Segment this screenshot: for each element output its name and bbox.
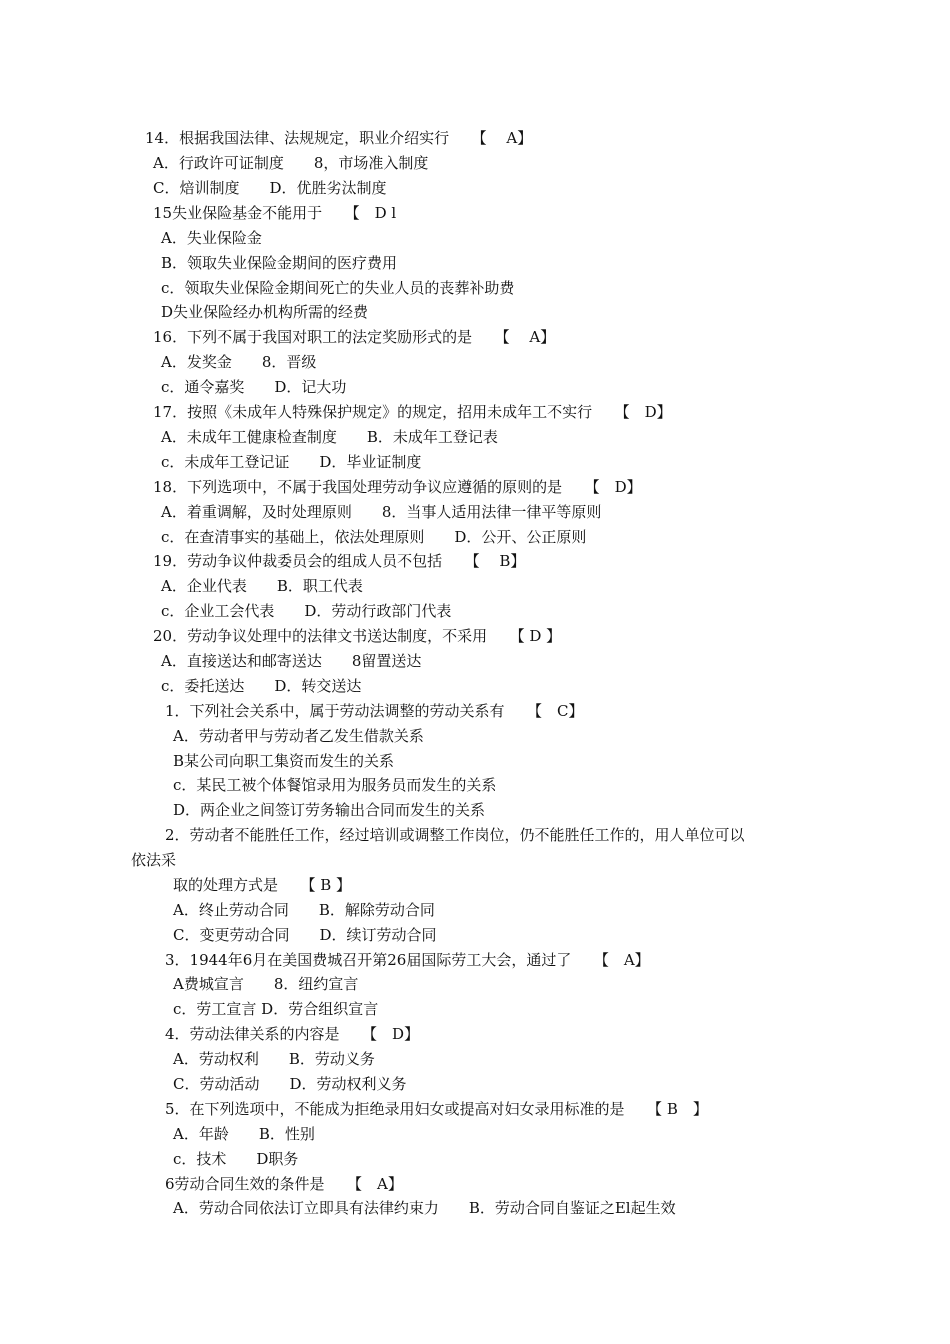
question-17-options-cd: c．未成年工登记证 D．毕业证制度 xyxy=(161,453,422,471)
question-1-stem: 1．下列社会关系中，属于劳动法调整的劳动关系有 【 C】 xyxy=(165,702,584,720)
question-5-options-ab: A．年龄 B．性别 xyxy=(173,1125,315,1143)
question-5-stem: 5．在下列选项中，不能成为拒绝录用妇女或提高对妇女录用标准的是 【 B 】 xyxy=(165,1100,708,1118)
question-20-options-ab: A．直接送达和邮寄送达 8留置送达 xyxy=(161,652,422,670)
question-15-option-d: D失业保险经办机构所需的经费 xyxy=(161,303,369,321)
question-14-options-ab: A．行政许可证制度 8，市场准入制度 xyxy=(153,154,429,172)
question-19-options-ab: A．企业代表 B．职工代表 xyxy=(161,577,363,595)
question-1-option-c: c．某民工被个体餐馆录用为服务员而发生的关系 xyxy=(173,776,497,794)
question-16-options-cd: c．通令嘉奖 D．记大功 xyxy=(161,378,347,396)
question-20-options-cd: c．委托送达 D．转交送达 xyxy=(161,677,362,695)
question-1-option-a: A．劳动者甲与劳动者乙发生借款关系 xyxy=(173,727,424,745)
question-14-stem: 14．根据我国法律、法规规定，职业介绍实行 【 A】 xyxy=(145,129,533,147)
question-20-stem: 20．劳动争议处理中的法律文书送达制度，不采用 【 D 】 xyxy=(153,627,562,645)
question-17-stem: 17．按照《未成年人特殊保护规定》的规定，招用未成年工不实行 【 D】 xyxy=(153,403,672,421)
question-5-options-cd: c．技术 D职务 xyxy=(173,1150,299,1168)
question-2-stem-continued: 依法采 xyxy=(131,851,177,869)
question-6-options-ab: A．劳动合同依法订立即具有法律约束力 B．劳动合同自鉴证之El起生效 xyxy=(173,1199,676,1217)
question-2-options-ab: A．终止劳动合同 B．解除劳动合同 xyxy=(173,901,435,919)
question-3-stem: 3．1944年6月在美国费城召开第26届国际劳工大会，通过了 【 A】 xyxy=(165,951,650,969)
question-15-option-a: A．失业保险金 xyxy=(161,229,262,247)
question-15-option-c: c．领取失业保险金期间死亡的失业人员的丧葬补助费 xyxy=(161,279,515,297)
question-6-stem: 6劳动合同生效的条件是 【 A】 xyxy=(165,1175,403,1193)
question-3-options-cd: c．劳工宣言 D．劳合组织宣言 xyxy=(173,1000,379,1018)
question-15-stem: 15失业保险基金不能用于 【 D l xyxy=(153,204,397,222)
question-2-stem: 2．劳动者不能胜任工作，经过培训或调整工作岗位，仍不能胜任工作的，用人单位可以 xyxy=(165,826,745,844)
question-17-options-ab: A．未成年工健康检查制度 B．未成年工登记表 xyxy=(161,428,498,446)
question-19-stem: 19．劳动争议仲裁委员会的组成人员不包括 【 B】 xyxy=(153,552,526,570)
question-3-options-ab: A费城宣言 8．纽约宣言 xyxy=(173,975,359,993)
question-2-options-cd: C．变更劳动合同 D．续订劳动合同 xyxy=(173,926,437,944)
question-16-options-ab: A．发奖金 8．晋级 xyxy=(161,353,317,371)
question-2-stem-end: 取的处理方式是 【 B 】 xyxy=(173,876,352,894)
question-16-stem: 16．下列不属于我国对职工的法定奖励形式的是 【 A】 xyxy=(153,328,556,346)
question-14-options-cd: C．焙训制度 D．优胜劣汰制度 xyxy=(153,179,387,197)
question-18-stem: 18．下列选项中，不属于我国处理劳动争议应遵循的原则的是 【 D】 xyxy=(153,478,642,496)
question-4-stem: 4．劳动法律关系的内容是 【 D】 xyxy=(165,1025,420,1043)
question-4-options-cd: C．劳动活动 D．劳动权利义务 xyxy=(173,1075,407,1093)
question-18-options-cd: c．在查清事实的基础上，依法处理原则 D．公开、公正原则 xyxy=(161,528,587,546)
question-1-option-d: D．两企业之间签订劳务输出合同而发生的关系 xyxy=(173,801,486,819)
question-19-options-cd: c．企业工会代表 D．劳动行政部门代表 xyxy=(161,602,452,620)
question-1-option-b: B某公司向职工集资而发生的关系 xyxy=(173,752,395,770)
question-4-options-ab: A．劳动权利 B．劳动义务 xyxy=(173,1050,375,1068)
question-15-option-b: B．领取失业保险金期间的医疗费用 xyxy=(161,254,398,272)
question-18-options-ab: A．着重调解，及时处理原则 8．当事人适用法律一律平等原则 xyxy=(161,503,602,521)
